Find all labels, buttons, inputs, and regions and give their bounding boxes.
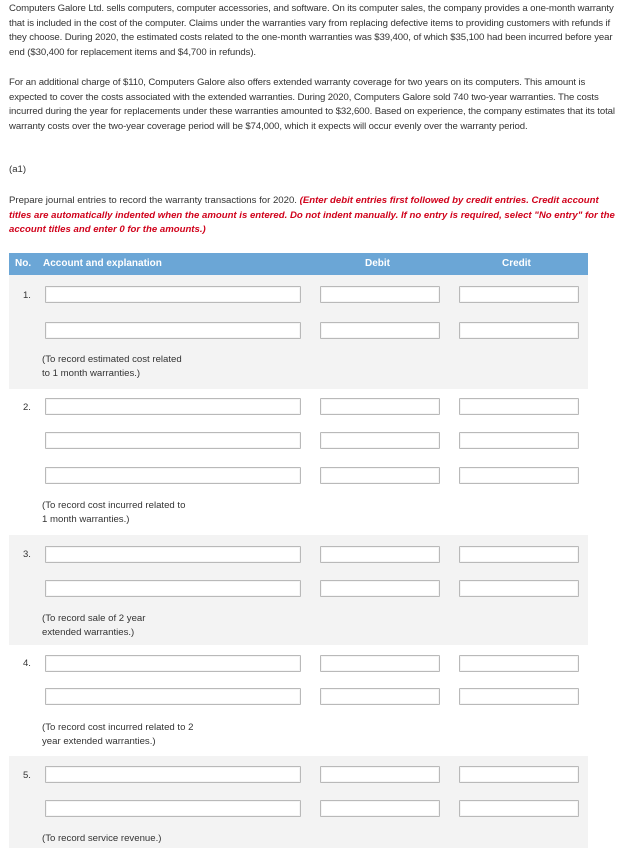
header-debit: Debit [365, 258, 390, 269]
table-header [9, 253, 588, 275]
entry-number: 5. [23, 770, 31, 781]
credit-input[interactable] [459, 766, 579, 783]
account-input[interactable] [45, 655, 301, 672]
credit-input[interactable] [459, 322, 579, 339]
debit-input[interactable] [320, 398, 440, 415]
instructions [9, 194, 623, 238]
problem-paragraph-2: For an additional charge of $110, Computers Galore also offers extended warranty coverage for two years on its computers. This amount is expected to cover the costs associated with the extended warranties. During 2020, Computers Galore sold 740 two-year warranties. The costs incurred during the year for replacements under these warranties amounted to $32,600. Based on experience, the company estimates that its total warranty costs over the two-year coverage period will be $74,000, which it expects will occur evenly over the warranty period. [9, 77, 615, 133]
debit-input[interactable] [320, 766, 440, 783]
instruction-warning: (Enter debit entries first followed by credit entries. Credit account titles are automatically indented when the amount is entered. Do not indent manually. If no entry is required, select "No entry" for the account titles and enter 0 for the amounts.) [9, 195, 615, 236]
entry-explanation: (To record sale of 2 year extended warranties.) [42, 613, 146, 638]
account-input[interactable] [45, 432, 301, 449]
header-account: Account and explanation [43, 258, 162, 269]
journal-entry-1 [9, 275, 588, 389]
journal-entry-3 [9, 535, 588, 645]
journal-entry-4 [9, 645, 588, 756]
journal-entry-table [9, 253, 588, 848]
entry-number: 3. [23, 549, 31, 560]
problem-paragraph-1: Computers Galore Ltd. sells computers, computer accessories, and software. On its computer sales, the company provides a one-month warranty that is included in the cost of the computer. Claims under the warranties vary from replacing defective items to providing customers with refunds if they choose. During 2020, the estimated costs related to the one-month warranties was $39,400, of which $35,100 had been incurred before year end ($30,400 for replacement items and $4,700 in refunds). [9, 3, 614, 59]
debit-input[interactable] [320, 800, 440, 817]
credit-input[interactable] [459, 800, 579, 817]
account-input[interactable] [45, 688, 301, 705]
entry-number: 4. [23, 658, 31, 669]
account-input[interactable] [45, 580, 301, 597]
account-input[interactable] [45, 800, 301, 817]
debit-input[interactable] [320, 432, 440, 449]
account-input[interactable] [45, 546, 301, 563]
account-input[interactable] [45, 286, 301, 303]
header-no: No. [15, 258, 32, 269]
debit-input[interactable] [320, 286, 440, 303]
entry-number: 2. [23, 402, 31, 413]
credit-input[interactable] [459, 467, 579, 484]
entry-number: 1. [23, 290, 31, 301]
account-input[interactable] [45, 766, 301, 783]
credit-input[interactable] [459, 546, 579, 563]
entry-explanation: (To record service revenue.) [42, 833, 162, 844]
debit-input[interactable] [320, 546, 440, 563]
account-input[interactable] [45, 322, 301, 339]
entry-explanation: (To record cost incurred related to 2 year extended warranties.) [42, 722, 194, 747]
debit-input[interactable] [320, 467, 440, 484]
instruction-text: Prepare journal entries to record the warranty transactions for 2020. [9, 195, 300, 206]
debit-input[interactable] [320, 688, 440, 705]
credit-input[interactable] [459, 432, 579, 449]
debit-input[interactable] [320, 580, 440, 597]
credit-input[interactable] [459, 286, 579, 303]
account-input[interactable] [45, 467, 301, 484]
account-input[interactable] [45, 398, 301, 415]
credit-input[interactable] [459, 580, 579, 597]
journal-entry-5 [9, 756, 588, 848]
entry-explanation: (To record cost incurred related to 1 month warranties.) [42, 500, 186, 525]
entry-explanation: (To record estimated cost related to 1 month warranties.) [42, 354, 182, 379]
header-credit: Credit [502, 258, 531, 269]
section-label: (a1) [9, 164, 27, 175]
credit-input[interactable] [459, 655, 579, 672]
credit-input[interactable] [459, 398, 579, 415]
journal-entry-2 [9, 389, 588, 535]
debit-input[interactable] [320, 322, 440, 339]
debit-input[interactable] [320, 655, 440, 672]
credit-input[interactable] [459, 688, 579, 705]
